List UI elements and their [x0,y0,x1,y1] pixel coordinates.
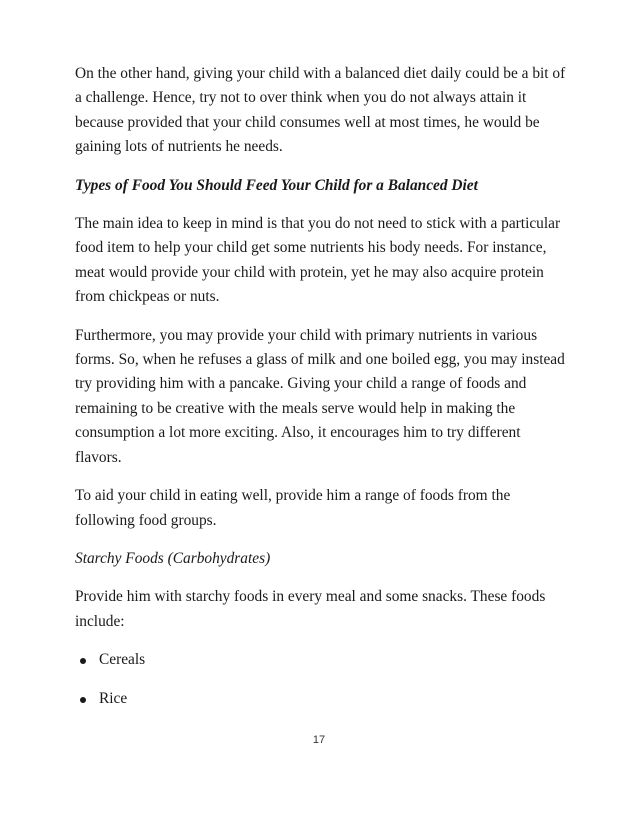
document-page [75,62,570,725]
paragraph-starchy-foods: Provide him with starchy foods in every meal and some snacks. These foods include: [75,588,546,630]
bullet-icon [80,697,86,703]
food-bullet-list [75,648,570,711]
paragraph-food-groups-intro: To aid your child in eating well, provide him a range of foods from the following food groups. [75,487,511,529]
list-item-label: Rice [99,689,128,707]
subheading-starchy-foods: Starchy Foods (Carbohydrates) [75,549,271,567]
paragraph-main-idea: The main idea to keep in mind is that you do not need to stick with a particular food item to help your child get some nutrients his body needs. For instance, meat would provide your child with protein, yet he may also acquire protein from chickpeas or nuts. [75,215,561,306]
list-item [75,648,570,672]
paragraph-balanced-diet-challenge: On the other hand, giving your child with a balanced diet daily could be a bit of a challenge. Hence, try not to over think when you do not always attain it because provided that your child consumes well at most times, he would be gaining lots of nutrients he needs. [75,65,566,156]
bullet-icon [80,658,86,664]
list-item [75,687,570,711]
page-number: 17 [312,734,326,746]
list-item-label: Cereals [99,651,146,669]
section-heading-types-of-food: Types of Food You Should Feed Your Child for a Balanced Diet [75,176,478,194]
paragraph-primary-nutrients: Furthermore, you may provide your child with primary nutrients in various forms. So, when he refuses a glass of milk and one boiled egg, you may instead try providing him with a pancake. Giving your child a range of foods and remaining to be creative with the meals serve would help in making the consumption a lot more exciting. Also, it encourages him to try different flavors. [75,326,565,466]
